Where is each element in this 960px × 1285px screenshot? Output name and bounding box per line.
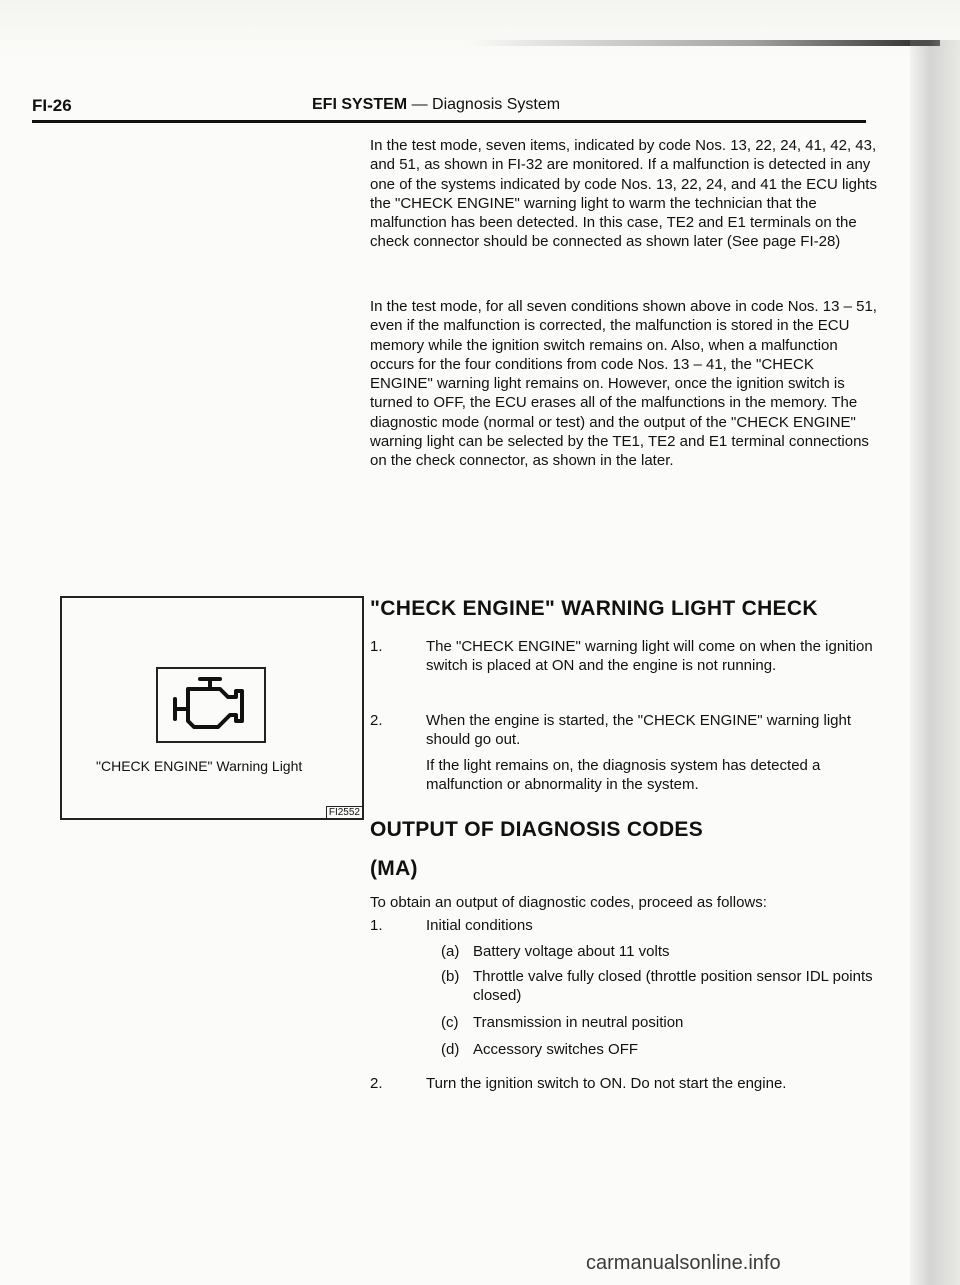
check-note-text: If the light remains on, the diagnosis system has detected a malfunction or abnormality in the system. bbox=[426, 757, 821, 794]
page-header bbox=[32, 96, 866, 122]
check-section-heading: "CHECK ENGINE" WARNING LIGHT CHECK bbox=[370, 597, 818, 620]
engine-icon-frame bbox=[156, 667, 266, 743]
check-item-1-text: The "CHECK ENGINE" warning light will come on when the ignition switch is placed at ON and the engine is not running. bbox=[426, 638, 873, 675]
output-sub-b-label: (b) bbox=[441, 968, 460, 985]
output-section-subheading: (MA) bbox=[370, 857, 418, 880]
page-title-sub: — Diagnosis System bbox=[407, 96, 561, 113]
intro-paragraph-2 bbox=[370, 297, 880, 471]
output-sub-d-label: (d) bbox=[441, 1041, 460, 1058]
output-sub-d-text: Accessory switches OFF bbox=[473, 1041, 639, 1058]
check-item-2-text: When the engine is started, the "CHECK ENGINE" warning light should go out. bbox=[426, 712, 852, 749]
output-sub-a-label: (a) bbox=[441, 943, 460, 960]
output-step-2-text: Turn the ignition switch to ON. Do not start the engine. bbox=[426, 1075, 787, 1092]
output-intro-text: To obtain an output of diagnostic codes, proceed as follows: bbox=[370, 894, 767, 911]
output-sub-c-label: (c) bbox=[441, 1014, 459, 1031]
output-sub-c-text: Transmission in neutral position bbox=[473, 1014, 684, 1031]
header-rule bbox=[32, 120, 866, 123]
output-sub-b-text: Throttle valve fully closed (throttle position sensor IDL points closed) bbox=[473, 968, 873, 1005]
scan-shadow-top bbox=[0, 0, 960, 60]
output-section-heading: OUTPUT OF DIAGNOSIS CODES bbox=[370, 818, 704, 841]
page-number: FI-26 bbox=[32, 96, 72, 115]
check-engine-icon bbox=[158, 669, 264, 741]
figure-id: FI2552 bbox=[326, 806, 362, 818]
check-item-2-number: 2. bbox=[370, 712, 383, 729]
check-item-1-number: 1. bbox=[370, 638, 383, 655]
page-title-main: EFI SYSTEM bbox=[312, 96, 408, 113]
output-step-1-text: Initial conditions bbox=[426, 917, 533, 934]
scan-binding-edge bbox=[910, 40, 960, 1285]
footer-credit: carmanualsonline.info bbox=[586, 1252, 781, 1274]
intro-paragraph-1-text: In the test mode, seven items, indicated by code Nos. 13, 22, 24, 41, 42, 43, and 51, as shown in FI-32 are monitored. If a malfunction is detected in any one of the systems indicated by code Nos. 13, 22, 24, and 41 the ECU lights the "CHECK ENGINE" warning light to warm the technician that the malfunction has been detected. In this case, TE2 and E1 terminals on the check connector should be connected as shown later (See page FI-28) bbox=[370, 137, 877, 251]
intro-paragraph-2-text: In the test mode, for all seven conditions shown above in code Nos. 13 – 51, even if the malfunction is corrected, the malfunction is stored in the ECU memory while the ignition switch remains on. Also, when a malfunction occurs for the four conditions from code Nos. 13 – 41, the "CHECK ENGINE" warning light remains on. However, once the ignition switch is turned to OFF, the ECU erases all of the malfunctions in the memory. The diagnostic mode (normal or test) and the output of the "CHECK ENGINE" warning light can be selected by the TE1, TE2 and E1 terminal connections on the check connector, as shown in the later. bbox=[370, 298, 877, 470]
output-step-2-number: 2. bbox=[370, 1075, 383, 1092]
output-sub-a-text: Battery voltage about 11 volts bbox=[473, 943, 670, 960]
intro-paragraph-1 bbox=[370, 136, 880, 252]
output-step-1-number: 1. bbox=[370, 917, 383, 934]
output-intro bbox=[370, 893, 890, 912]
figure-caption: "CHECK ENGINE" Warning Light bbox=[96, 758, 303, 774]
figure-check-engine bbox=[60, 596, 364, 820]
page-title bbox=[312, 96, 560, 114]
